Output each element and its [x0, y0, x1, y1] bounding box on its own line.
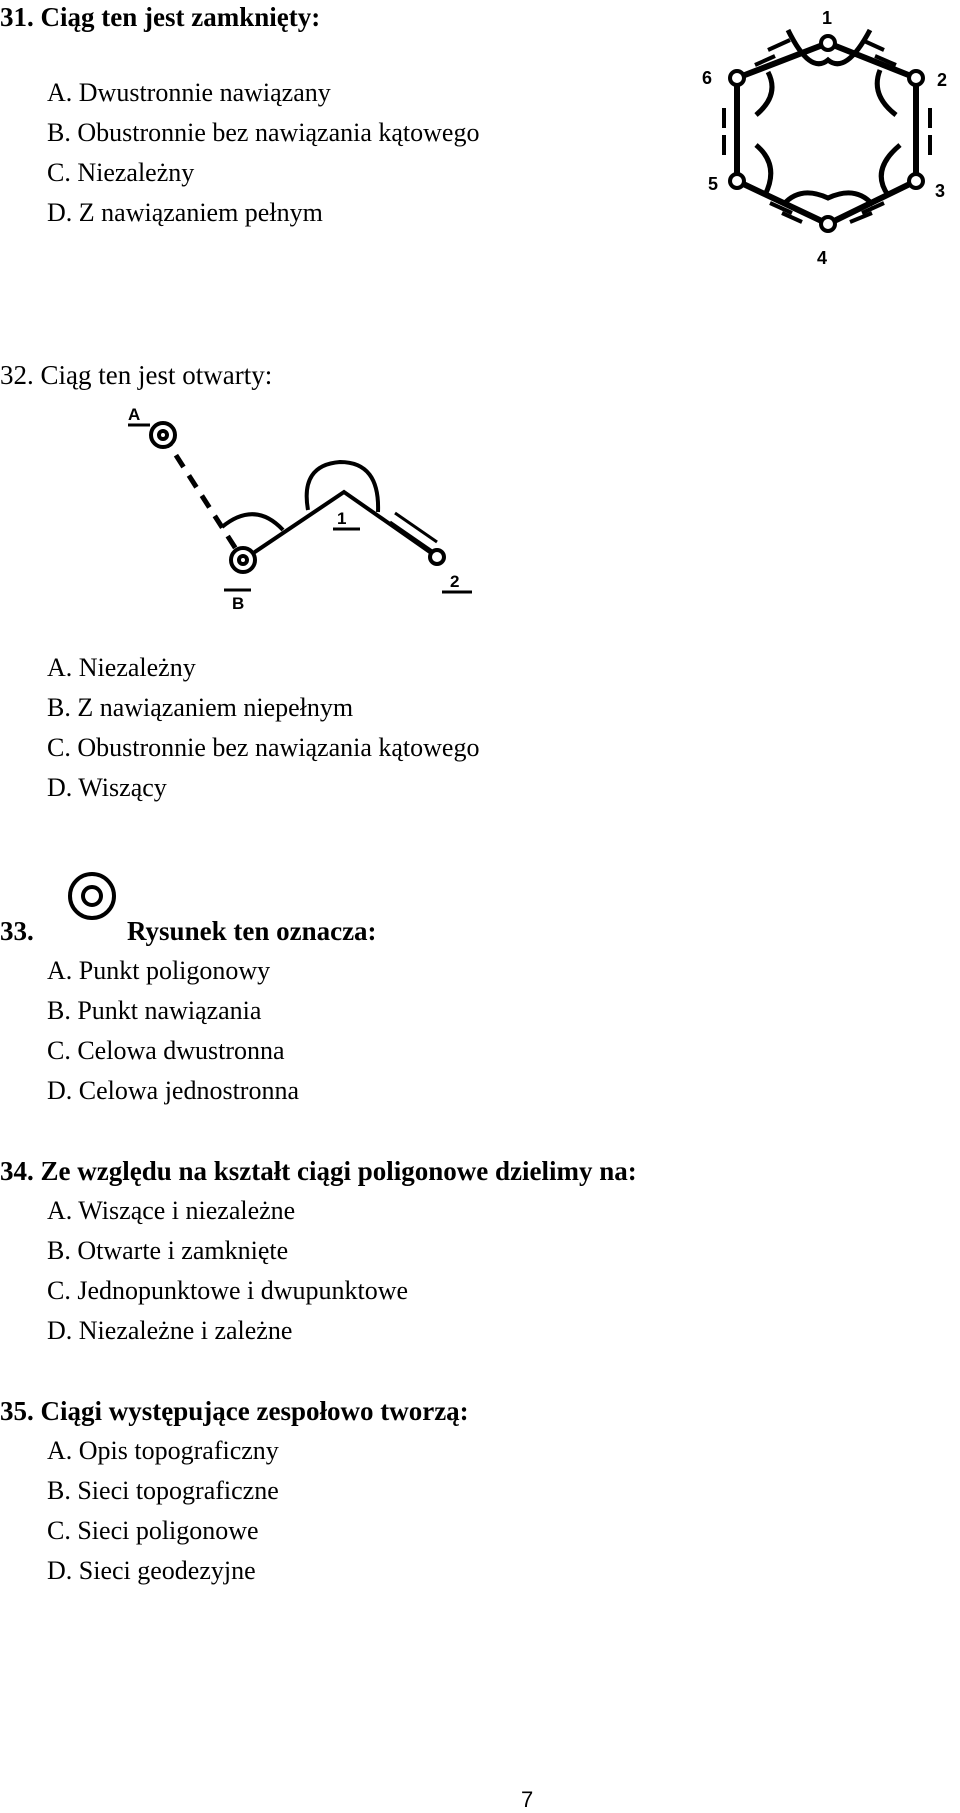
- open-traverse-figure: [110, 395, 490, 615]
- page-number: 7: [521, 1787, 534, 1812]
- q34-option-c: C. Jednopunktowe i dwupunktowe: [47, 1276, 409, 1305]
- fig31-label-6: 6: [702, 68, 713, 88]
- q35-option-a: A. Opis topograficzny: [47, 1436, 279, 1465]
- q32-option-d: D. Wiszący: [47, 773, 167, 802]
- q31-option-a: A. Dwustronnie nawiązany: [47, 78, 331, 107]
- fig31-label-5: 5: [708, 174, 719, 194]
- q34-option-a: A. Wiszące i niezależne: [47, 1196, 296, 1225]
- question-34-title: 34. Ze względu na kształt ciągi poligonowe dzielimy na:: [0, 1156, 637, 1186]
- q34-option-d: D. Niezależne i zależne: [47, 1316, 293, 1345]
- closed-traverse-figure: [690, 0, 960, 275]
- q33-option-c: C. Celowa dwustronna: [47, 1036, 285, 1065]
- fig32-label-2: 2: [450, 572, 460, 591]
- q32-option-b: B. Z nawiązaniem niepełnym: [47, 693, 354, 722]
- fig31-label-4: 4: [817, 248, 828, 268]
- q31-option-b: B. Obustronnie bez nawiązania kątowego: [47, 118, 480, 147]
- q35-option-b: B. Sieci topograficzne: [47, 1476, 279, 1505]
- fig31-label-2: 2: [937, 70, 948, 90]
- question-33-number: 33.: [0, 916, 34, 946]
- q33-option-a: A. Punkt poligonowy: [47, 956, 271, 985]
- fig32-label-a: A: [128, 405, 141, 424]
- q35-option-d: D. Sieci geodezyjne: [47, 1556, 256, 1585]
- q31-option-d: D. Z nawiązaniem pełnym: [47, 198, 323, 227]
- question-35-title: 35. Ciągi występujące zespołowo tworzą:: [0, 1396, 469, 1426]
- q33-option-b: B. Punkt nawiązania: [47, 996, 262, 1025]
- q35-option-c: C. Sieci poligonowe: [47, 1516, 259, 1545]
- question-31-title: 31. Ciąg ten jest zamknięty:: [0, 2, 321, 32]
- fig32-label-b: B: [232, 594, 245, 613]
- q33-option-d: D. Celowa jednostronna: [47, 1076, 300, 1105]
- fig31-label-1: 1: [822, 8, 833, 28]
- q31-option-c: C. Niezależny: [47, 158, 195, 187]
- question-32-title: 32. Ciąg ten jest otwarty:: [0, 360, 273, 390]
- traverse-point-symbol: [64, 868, 120, 924]
- fig32-label-1: 1: [337, 509, 347, 528]
- question-33-title: Rysunek ten oznacza:: [127, 916, 377, 946]
- q34-option-b: B. Otwarte i zamknięte: [47, 1236, 289, 1265]
- fig31-label-3: 3: [935, 181, 946, 201]
- q32-option-a: A. Niezależny: [47, 653, 196, 682]
- q32-option-c: C. Obustronnie bez nawiązania kątowego: [47, 733, 480, 762]
